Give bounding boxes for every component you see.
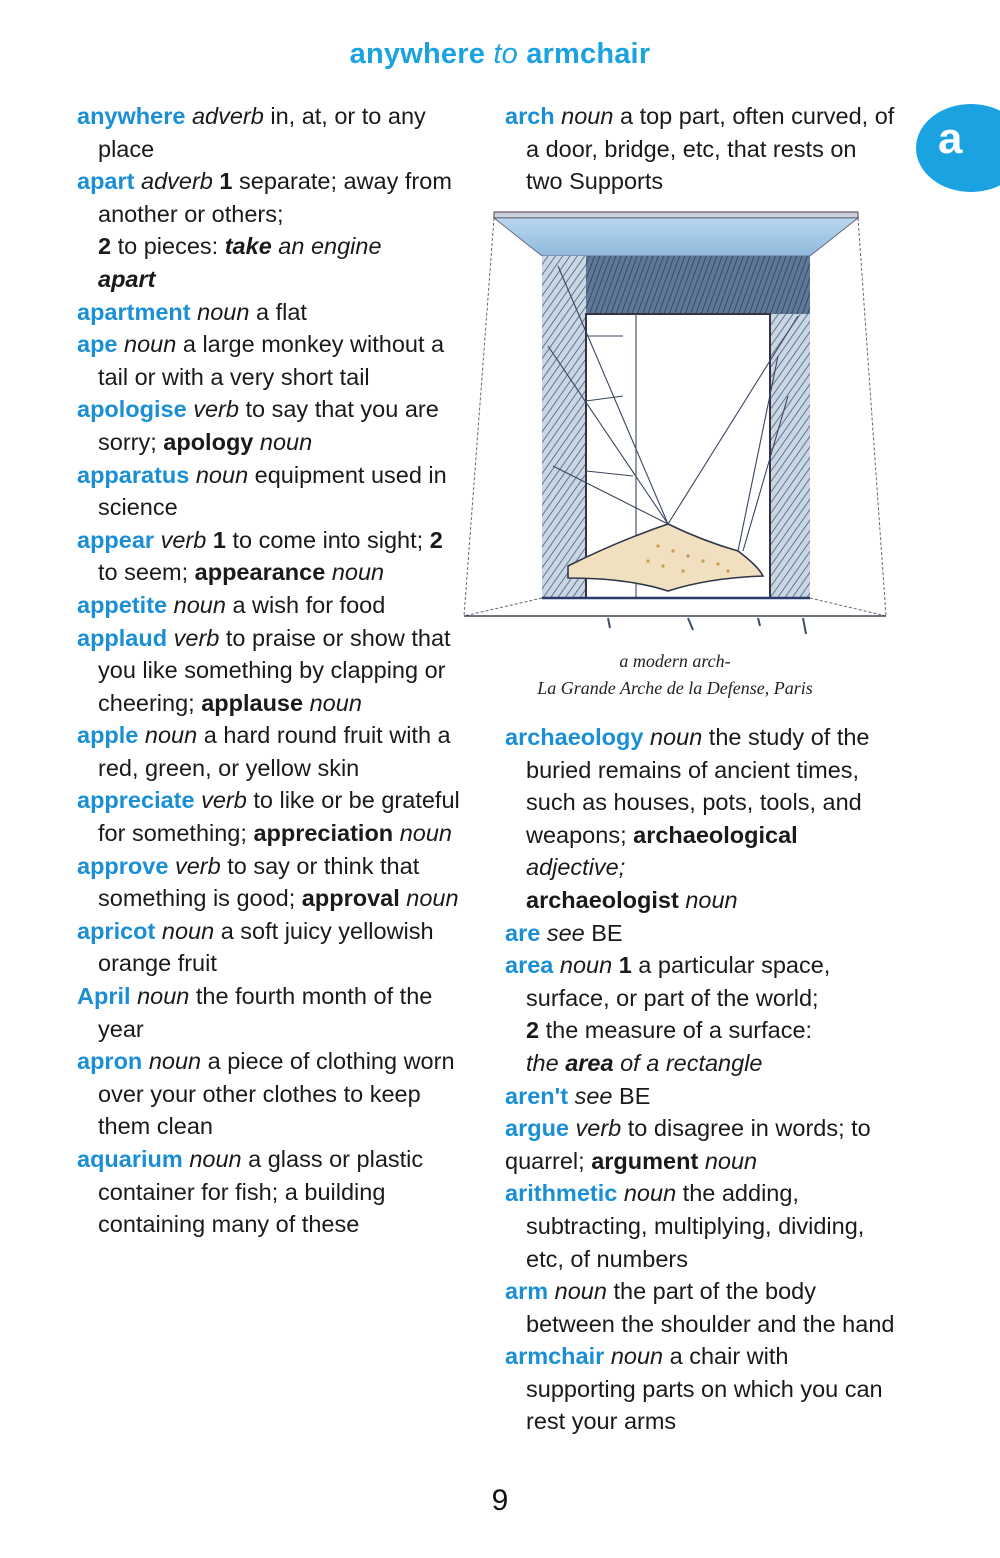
cross-reference-label: see: [574, 1082, 613, 1109]
part-of-speech: adjective;: [526, 854, 626, 881]
derived-word: appreciation: [253, 820, 394, 847]
definition: the part of the body between the shoulder and the hand: [526, 1278, 895, 1337]
derived-word: approval: [301, 885, 400, 912]
definition: to say that you are sorry;: [98, 396, 439, 455]
right-column: [505, 721, 900, 1438]
entry-ape: [77, 328, 467, 393]
left-column: [77, 100, 467, 1241]
headword: arithmetic: [505, 1180, 618, 1207]
example: area: [565, 1049, 614, 1076]
part-of-speech: noun: [303, 689, 362, 716]
part-of-speech: noun: [559, 952, 613, 979]
part-of-speech: adverb: [191, 103, 264, 129]
definition: equipment used in science: [98, 461, 447, 521]
part-of-speech: noun: [393, 820, 452, 847]
entry-applaud: [77, 622, 467, 720]
part-of-speech: noun: [124, 331, 177, 358]
definition: a wish for food: [225, 591, 386, 618]
entry-arent: [505, 1080, 900, 1113]
part-of-speech: noun: [148, 1048, 202, 1075]
arch-illustration: [458, 206, 890, 636]
part-of-speech: verb: [160, 526, 207, 553]
definition: in, at, or to any place: [98, 103, 426, 162]
sense-number: 1: [206, 526, 226, 553]
entry-approve: [77, 850, 467, 915]
entry-april: [77, 980, 467, 1045]
sense-number: 2: [98, 233, 112, 260]
part-of-speech: noun: [189, 1146, 242, 1172]
title-to: to: [493, 38, 518, 70]
definition: a hard round fruit with a red, green, or yellow skin: [98, 722, 451, 781]
page-title: [0, 38, 1000, 71]
headword: apparatus: [77, 461, 190, 488]
derived-word: apology: [163, 428, 254, 455]
headword: are: [505, 919, 541, 946]
part-of-speech: verb: [173, 624, 220, 651]
part-of-speech: noun: [137, 983, 190, 1010]
headword: arch: [505, 103, 555, 129]
headword: appreciate: [77, 787, 195, 814]
derived-word: applause: [201, 689, 304, 716]
entry-armchair: [505, 1340, 900, 1438]
entry-argue: [505, 1112, 900, 1177]
entry-anywhere: [77, 100, 467, 165]
sense-number: 1: [612, 952, 632, 979]
definition: a large monkey without a tail or with a very short tail: [98, 331, 445, 390]
headword: apple: [77, 722, 139, 749]
example: apart: [98, 265, 156, 292]
entry-arch: [505, 100, 895, 198]
definition: to say or think that something is good;: [98, 852, 420, 912]
headword: arm: [505, 1278, 549, 1305]
headword: area: [505, 952, 554, 979]
part-of-speech: noun: [698, 1147, 758, 1174]
definition: a soft juicy yellowish orange fruit: [98, 917, 434, 977]
definition: to like or be grateful for something;: [98, 787, 460, 847]
headword: appetite: [77, 591, 168, 618]
sense-number: 2: [429, 526, 443, 553]
part-of-speech: noun: [161, 917, 215, 944]
example: an engine: [271, 233, 382, 260]
definition: to pieces:: [111, 233, 225, 260]
entry-appreciate: [77, 784, 467, 849]
headword: archaeology: [505, 724, 644, 750]
headword: applaud: [77, 624, 168, 651]
entry-apple: [77, 719, 467, 784]
headword: anywhere: [77, 103, 186, 129]
definition: a particular space, surface, or part of the world;: [526, 952, 831, 1011]
caption-line-2: La Grande Arche de la Defense, Paris: [537, 678, 813, 698]
headword: apartment: [77, 298, 191, 325]
sense-number: 2: [526, 1017, 540, 1044]
entry-apron: [77, 1045, 467, 1143]
part-of-speech: noun: [561, 103, 614, 129]
letter-tab-label: a: [938, 114, 963, 163]
headword: April: [77, 983, 131, 1010]
page-number: 9: [491, 1484, 509, 1517]
headword: armchair: [505, 1343, 605, 1370]
figure-caption: [460, 648, 890, 702]
headword: approve: [77, 852, 169, 879]
part-of-speech: noun: [678, 886, 738, 913]
definition: to come into sight;: [225, 526, 430, 553]
cross-reference: BE: [584, 919, 623, 946]
definition: the adding, subtracting, multiplying, dividing, etc, of numbers: [526, 1180, 865, 1272]
headword: aren't: [505, 1082, 569, 1109]
derived-word: archaeologist: [526, 886, 679, 913]
derived-word: archaeological: [633, 821, 798, 848]
example: take: [224, 233, 272, 260]
definition: a piece of clothing worn over your other clothes to keep them clean: [98, 1048, 455, 1140]
entry-archaeology: [505, 721, 900, 917]
entry-arm: [505, 1275, 900, 1340]
headword: argue: [505, 1115, 569, 1142]
definition: a glass or plastic container for fish; a building containing many of these: [98, 1146, 424, 1238]
entry-apparatus: [77, 459, 467, 524]
part-of-speech: adverb: [141, 168, 213, 195]
part-of-speech: noun: [399, 885, 459, 912]
definition: the fourth month of the year: [98, 983, 433, 1042]
caption-line-1: a modern arch-: [619, 651, 731, 671]
part-of-speech: verb: [174, 852, 221, 879]
headword: apart: [77, 168, 135, 195]
entry-arithmetic: [505, 1177, 900, 1275]
headword: apron: [77, 1048, 143, 1075]
part-of-speech: verb: [201, 787, 247, 814]
headword: apologise: [77, 396, 187, 423]
entry-apartment: [77, 296, 467, 329]
letter-tab: [916, 104, 1000, 192]
entry-apricot: [77, 915, 467, 980]
headword: appear: [77, 526, 155, 553]
entry-apart: [77, 165, 467, 295]
definition: to seem;: [98, 559, 195, 586]
definition: to disagree in words; to quarrel;: [505, 1115, 871, 1174]
part-of-speech: verb: [575, 1115, 622, 1142]
headword: apricot: [77, 917, 156, 944]
derived-word: argument: [591, 1147, 699, 1174]
part-of-speech: noun: [623, 1180, 677, 1207]
part-of-speech: noun: [144, 722, 198, 749]
headword: ape: [77, 331, 118, 358]
entry-area: [505, 949, 900, 1079]
derived-word: appearance: [194, 559, 326, 586]
definition: a top part, often curved, of a door, bridge, etc, that rests on two Supports: [526, 103, 895, 195]
part-of-speech: noun: [610, 1343, 664, 1370]
entry-aquarium: [77, 1143, 467, 1241]
example: of a rectangle: [613, 1049, 763, 1076]
part-of-speech: noun: [325, 559, 385, 586]
part-of-speech: noun: [173, 591, 226, 618]
definition: a flat: [249, 298, 307, 325]
title-first-word: anywhere: [349, 38, 486, 70]
sense-number: 1: [212, 168, 233, 195]
part-of-speech: noun: [253, 428, 313, 455]
definition: the study of the buried remains of ancient times, such as houses, pots, tools, and weapons;: [526, 724, 870, 848]
definition: separate; away from another or others;: [98, 168, 452, 227]
entry-apologise: [77, 393, 467, 458]
headword: aquarium: [77, 1146, 183, 1172]
definition: a chair with supporting parts on which you can rest your arms: [526, 1343, 883, 1435]
part-of-speech: noun: [197, 298, 250, 325]
title-last-word: armchair: [526, 38, 651, 70]
entry-appetite: [77, 589, 467, 622]
part-of-speech: noun: [554, 1278, 607, 1305]
part-of-speech: noun: [649, 724, 703, 750]
part-of-speech: noun: [195, 461, 249, 488]
cross-reference-label: see: [546, 919, 585, 946]
definition: the measure of a surface:: [539, 1017, 813, 1044]
right-column-top: [505, 100, 895, 198]
entry-are: [505, 917, 900, 950]
entry-appear: [77, 524, 467, 589]
cross-reference: BE: [612, 1082, 651, 1109]
definition: to praise or show that you like something by clapping or cheering;: [98, 624, 451, 716]
part-of-speech: verb: [193, 396, 239, 423]
example: the: [526, 1049, 566, 1076]
